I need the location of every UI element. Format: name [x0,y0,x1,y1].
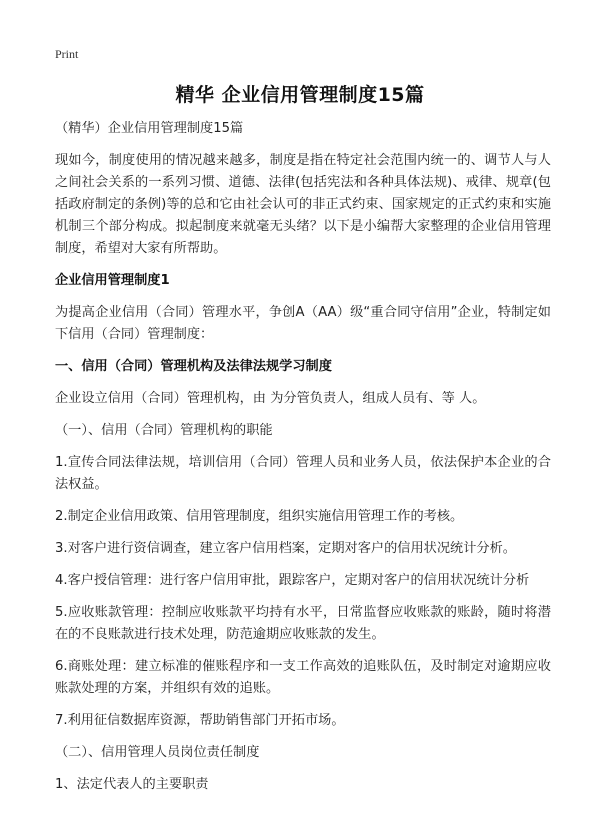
list-item: 7.利用征信数据库资源，帮助销售部门开拓市场。 [55,713,345,728]
list-item: 2.制定企业信用政策、信用管理制度，组织实施信用管理工作的考核。 [55,509,464,524]
sub2-heading: （二）、信用管理人员岗位责任制度 [55,745,260,760]
print-label: Print [55,47,79,61]
section-title: 企业信用管理制度1 [55,273,170,288]
part1-heading: 一、信用（合同）管理机构及法律法规学习制度 [55,359,332,374]
part1-text: 企业设立信用（合同）管理机构，由 为分管负责人，组成人员有、等 人。 [55,391,486,406]
sub1-heading: （一）、信用（合同）管理机构的职能 [55,423,273,438]
intro-paragraph: 现如今，制度使用的情况越来越多，制度是指在特定社会范围内统一的、调节人与人之间社会关系的一系列习惯、道德、法律(包括宪法和各种具体法规)、戒律、规章(包括政府制定的条例)等的总和它由社会认可的非正式约束、国家规定的正式约束和实施机制三个部分构成。拟起制度来就毫无头绪？以下是小编帮大家整理的企业信用管理制度，希望对大家有所帮助。 [55,153,551,256]
list-item: 1.宣传合同法律法规，培训信用（合同）管理人员和业务人员，依法保护本企业的合法权益。 [55,455,551,492]
subtitle: （精华）企业信用管理制度15篇 [55,121,244,136]
list-item: 5.应收账款管理：控制应收账款平均持有水平，日常监督应收账款的账龄，随时将潜在的不良账款进行技术处理，防范逾期应收账款的发生。 [55,605,551,642]
list-item: 6.商账处理：建立标准的催账程序和一支工作高效的追账队伍，及时制定对逾期应收账款处理的方案，并组织有效的追账。 [55,659,551,696]
document-body [55,118,551,806]
list-item: 4.客户授信管理：进行客户信用审批，跟踪客户，定期对客户的信用状况统计分析 [55,573,530,588]
sub2-item: 1、法定代表人的主要职责 [55,777,209,792]
section-intro: 为提高企业信用（合同）管理水平，争创A（AA）级“重合同守信用”企业，特制定如下信用（合同）管理制度： [55,305,551,342]
page-title: 精华 企业信用管理制度15篇 [175,84,425,106]
list-item: 3.对客户进行资信调查，建立客户信用档案，定期对客户的信用状况统计分析。 [55,541,516,556]
